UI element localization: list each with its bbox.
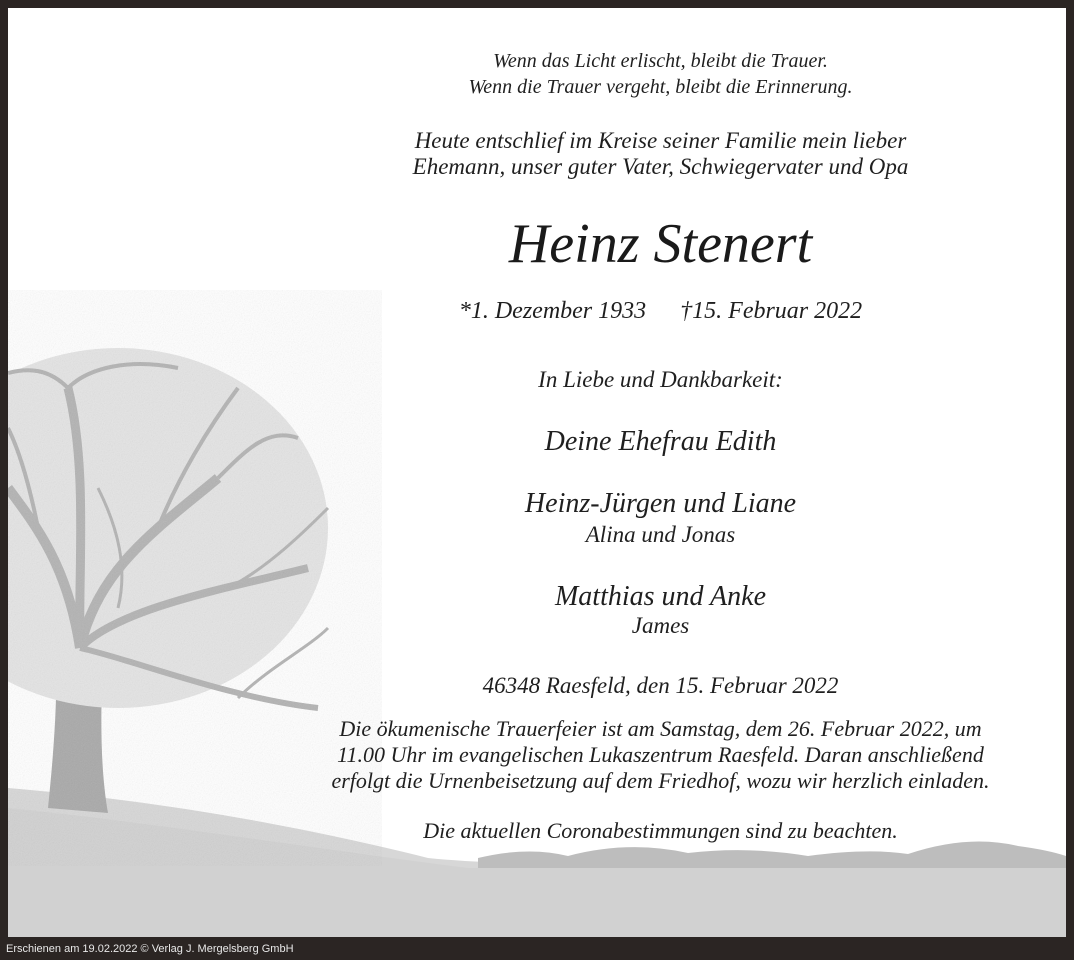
publication-footer: Erschienen am 19.02.2022 © Verlag J. Mergelsberg GmbH <box>6 943 294 955</box>
family-group-2-children: James <box>631 613 690 638</box>
intro-line-2: Ehemann, unser guter Vater, Schwiegervater und Opa <box>412 154 909 179</box>
birth-date: 1. Dezember 1933 <box>470 298 647 324</box>
birth-symbol: * <box>458 298 471 324</box>
place-date: 46348 Raesfeld, den 15. Februar 2022 <box>482 673 839 698</box>
family-group-2: Matthias und Anke <box>554 581 766 612</box>
family-group-1-children: Alina und Jonas <box>585 522 736 547</box>
life-dates <box>288 298 1033 325</box>
ceremony-line-2: 11.00 Uhr im evangelischen Lukaszentrum Raesfeld. Daran anschließend <box>337 742 984 767</box>
family-group-1: Heinz-Jürgen und Liane <box>524 488 797 519</box>
ceremony-line-1: Die ökumenische Trauerfeier ist am Samstag, dem 26. Februar 2022, um <box>339 716 982 741</box>
notice-text <box>288 8 1033 937</box>
ceremony-line-3: erfolgt die Urnenbeisetzung auf dem Friedhof, wozu wir herzlich einladen. <box>331 768 990 793</box>
intro-line-1: Heute entschlief im Kreise seiner Familie mein lieber <box>414 128 907 153</box>
family-wife: Deine Ehefrau Edith <box>544 426 777 457</box>
motto-line-2: Wenn die Trauer vergeht, bleibt die Erinnerung. <box>468 76 853 98</box>
corona-note: Die aktuellen Coronabestimmungen sind zu beachten. <box>423 818 898 843</box>
deceased-name: Heinz Stenert <box>508 213 813 275</box>
obituary-notice <box>8 8 1066 937</box>
death-symbol: † <box>680 298 693 324</box>
death-date: 15. Februar 2022 <box>692 298 863 324</box>
motto-line-1: Wenn das Licht erlischt, bleibt die Trauer. <box>493 50 828 72</box>
thanks-line: In Liebe und Dankbarkeit: <box>538 367 783 392</box>
